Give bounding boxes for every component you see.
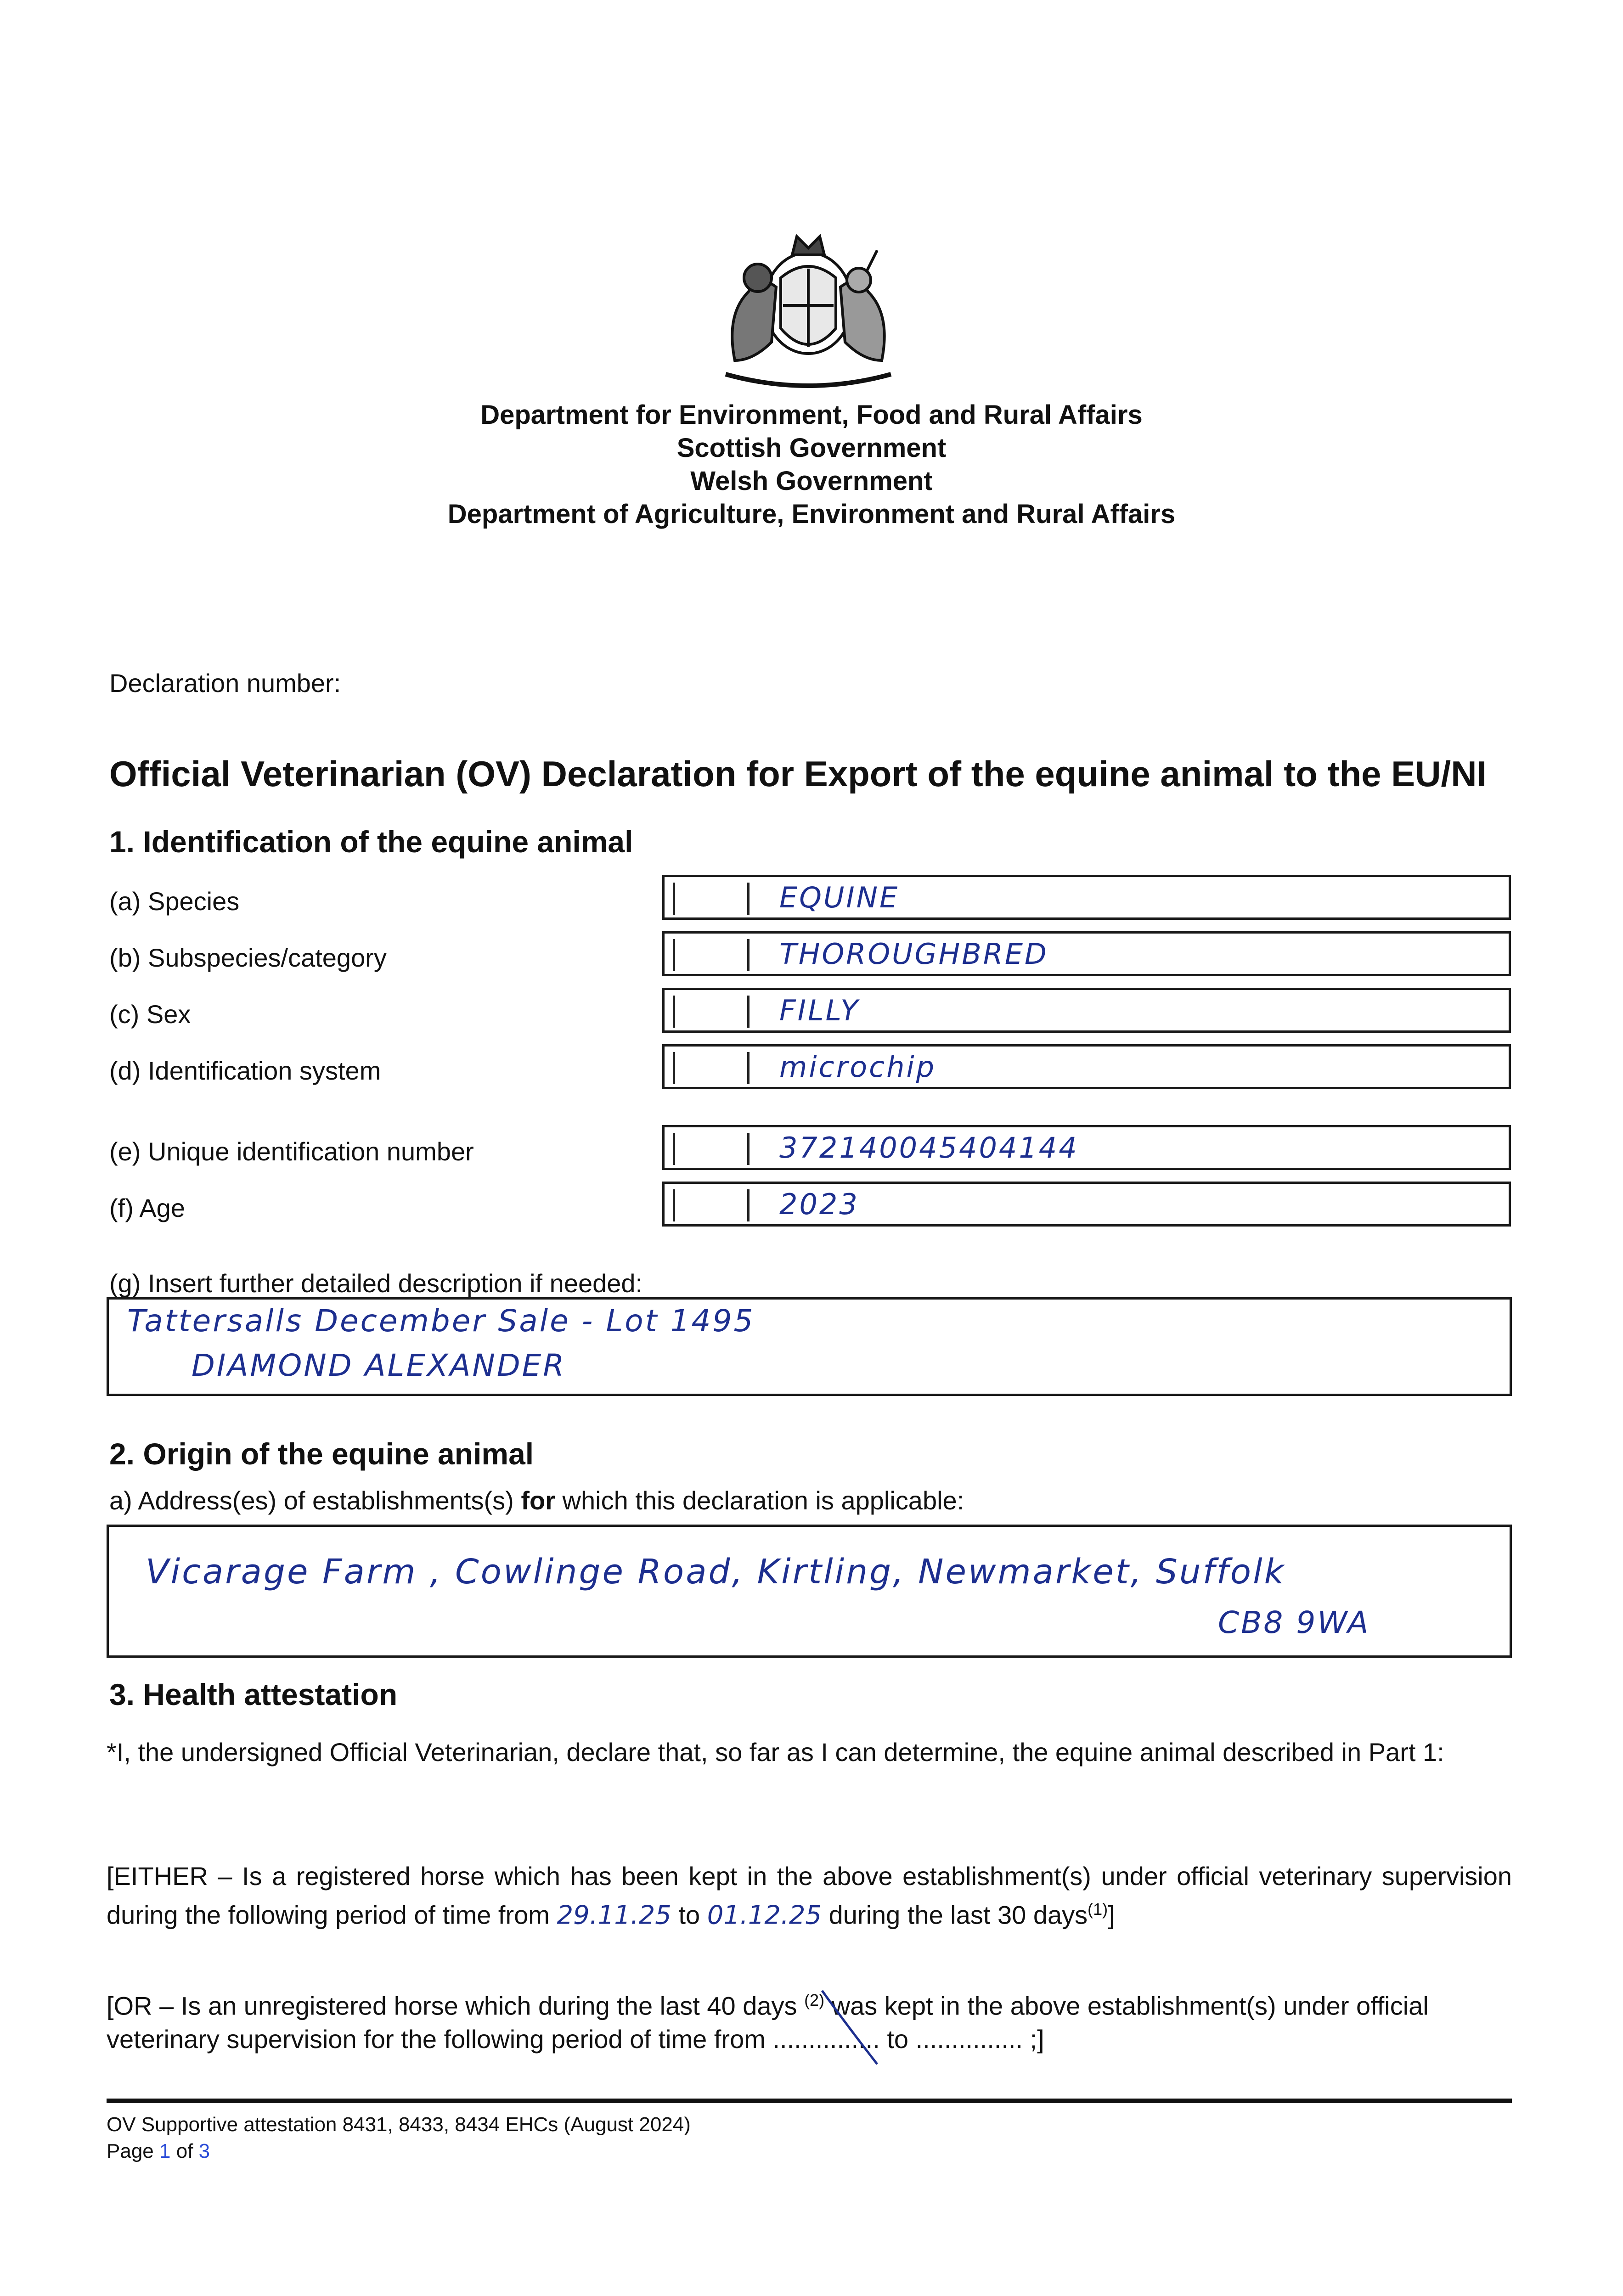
dept-defra: Department for Environment, Food and Rural Affairs bbox=[480, 400, 1143, 430]
sex-value: FILLY bbox=[779, 994, 860, 1027]
declaration-number-label: Declaration number: bbox=[109, 669, 341, 698]
section3-heading: 3. Health attestation bbox=[109, 1677, 398, 1711]
address-line1: Vicarage Farm , Cowlinge Road, Kirtling, Newmarket, Suffolk bbox=[146, 1552, 1286, 1592]
dept-scottish: Scottish Government bbox=[676, 433, 947, 463]
subspecies-field[interactable] bbox=[662, 931, 1511, 976]
age-field[interactable] bbox=[662, 1182, 1511, 1227]
further-description-line1: Tattersalls December Sale - Lot 1495 bbox=[127, 1303, 755, 1339]
dept-daera: Department of Agriculture, Environment and Rural Affairs bbox=[447, 499, 1176, 529]
dept-welsh: Welsh Government bbox=[690, 466, 933, 496]
further-description-label: (g) Insert further detailed description if needed: bbox=[109, 1269, 643, 1298]
subspecies-label: (b) Subspecies/category bbox=[109, 943, 387, 972]
unique-id-label: (e) Unique identification number bbox=[109, 1137, 474, 1166]
section1-heading: 1. Identification of the equine animal bbox=[109, 825, 633, 859]
further-description-line2: DIAMOND ALEXANDER bbox=[192, 1348, 566, 1383]
page-title: Official Veterinarian (OV) Declaration for Export of the equine animal to the EU/NI bbox=[109, 754, 1487, 794]
age-value: 2023 bbox=[779, 1187, 859, 1221]
address-field[interactable] bbox=[107, 1525, 1512, 1658]
id-system-field[interactable] bbox=[662, 1044, 1511, 1089]
id-system-label: (d) Identification system bbox=[109, 1056, 381, 1085]
either-clause: [EITHER – Is a registered horse which has been kept in the above establishment(s) under official veterinary supervision during the following period of time from 29.11.25 to 01.12.25 during the last 30 days$^{(1)}$] bbox=[107, 1862, 1512, 1930]
id-system-value: microchip bbox=[779, 1050, 936, 1084]
departments-header bbox=[0, 399, 1623, 531]
footer-rule bbox=[107, 2099, 1512, 2103]
address-subheading: a) Address(es) of establishments(s) for which this declaration is applicable: bbox=[109, 1486, 964, 1515]
strike-through-mark bbox=[813, 1986, 886, 2069]
species-label: (a) Species bbox=[109, 887, 240, 916]
royal-coat-of-arms-icon bbox=[707, 223, 909, 393]
unique-id-field[interactable] bbox=[662, 1125, 1511, 1170]
species-field[interactable] bbox=[662, 875, 1511, 920]
sex-label: (c) Sex bbox=[109, 1000, 191, 1029]
age-label: (f) Age bbox=[109, 1193, 185, 1222]
footer-attestation: OV Supportive attestation 8431, 8433, 8434 EHCs (August 2024) bbox=[107, 2113, 691, 2136]
section2-heading: 2. Origin of the equine animal bbox=[109, 1437, 534, 1471]
species-value: EQUINE bbox=[779, 881, 900, 914]
subspecies-value: THOROUGHBRED bbox=[779, 937, 1048, 971]
or-clause: [OR – Is an unregistered horse which during the last 40 days $^{(2)}$ was kept in the above establishment(s) under official veterinary supervision for the following period of time from ............... to ............... ;] bbox=[107, 1991, 1429, 2054]
unique-id-value: 372140045404144 bbox=[779, 1131, 1079, 1165]
attestation-intro: *I, the undersigned Official Veterinarian, declare that, so far as I can determine, the equine animal described in Part 1: bbox=[107, 1738, 1444, 1767]
address-line2: CB8 9WA bbox=[1218, 1605, 1370, 1640]
either-to-date: 01.12.25 bbox=[707, 1900, 822, 1930]
further-description-field[interactable] bbox=[107, 1297, 1512, 1396]
either-from-date: 29.11.25 bbox=[557, 1900, 671, 1930]
footer-page-number: Page 1 of 3 bbox=[107, 2140, 210, 2162]
sex-field[interactable] bbox=[662, 988, 1511, 1033]
